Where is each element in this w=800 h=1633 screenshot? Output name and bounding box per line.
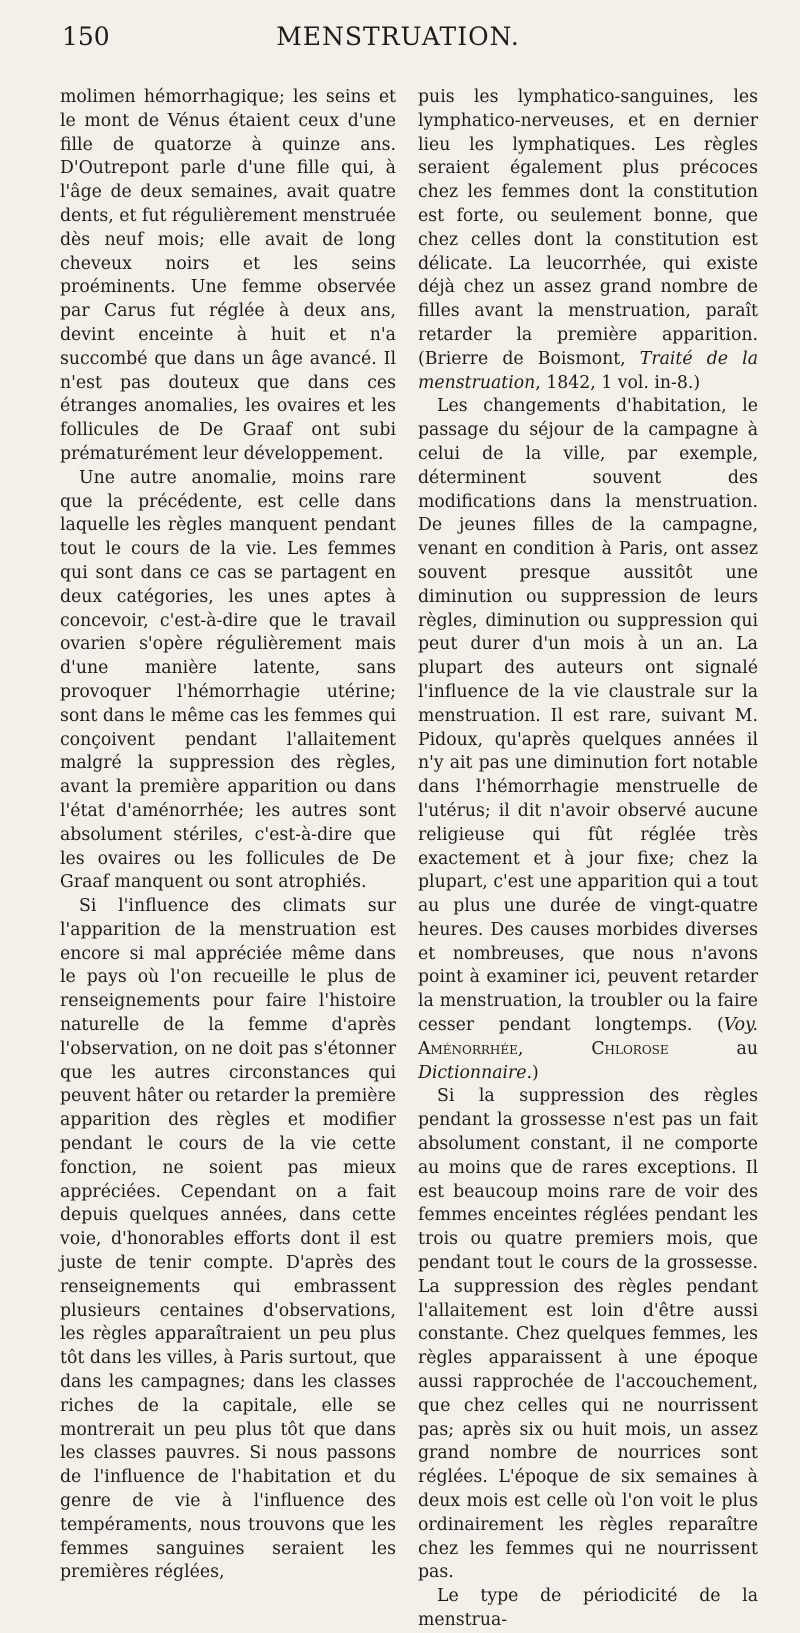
text-run: , [517, 1038, 592, 1059]
cross-reference-voy: Voy. [723, 1015, 758, 1036]
paragraph: Le type de périodicité de la menstrua- [418, 1586, 758, 1630]
cross-reference-term: Chlorose [591, 1038, 669, 1059]
text-run: , 1842, 1 vol. in-8.) [535, 372, 701, 393]
paragraph: Une autre anomalie, moins rare que la précédente, est celle dans laquelle les règles manquent pendant tout le cours de la vie. Les femmes qui sont dans ce cas se partagent en deux catégories, les unes aptes à concevoir, c'est-à-dire que le travail ovarien s'opère régulièrement mais d'une manière latente, sans provoquer l'hémorrhagie utérine; sont dans le même cas les femmes qui conçoivent pendant l'allaitement malgré la suppression des règles, avant la première apparition ou dans l'état d'aménorrhée; les autres sont absolument stériles, c'est-à-dire que les ovaires ou les follicules de De Graaf manquent ou sont atrophiés. [60, 467, 396, 893]
text-run: au [668, 1038, 758, 1059]
text-run: Les changements d'habitation, le passage du séjour de la campagne à celui de la ville, par exemple, déterminent souvent des modifications dans la menstruation. De jeunes filles de la campagne, venant en condition à Paris, ont assez souvent presque aussitôt une diminution ou suppression de leurs règles, diminution ou suppression qui peut durer d'un mois à un an. La plupart des auteurs ont signalé l'influence de la vie claustrale sur la menstruation. Il est rare, suivant M. Pidoux, qu'après quelques années il n'y ait pas une diminution fort notable dans l'hémorrhagie menstruelle de l'utérus; il dit n'avoir observé aucune religieuse qui fût réglée très exactement et à jour fixe; chez la plupart, c'est une apparition qui a tout au plus une durée de vingt-quatre heures. Des causes morbides diverses et nombreuses, que nous n'avons point à examiner ici, peuvent retarder la menstruation, la troubler ou la faire cesser pendant longtemps. ( [418, 396, 758, 1036]
running-title: MENSTRUATION. [276, 22, 520, 51]
text-run: puis les lymphatico-sanguines, les lymphatico-nerveuses, et en dernier lieu les lymphatiques. Les règles seraient également plus précoces chez les femmes dont la constitution est forte, ou seulement bonne, que chez celles dont la constitution est délicate. La leucorrhée, qui existe déjà chez un assez grand nombre de filles avant la menstruation, paraît retarder la première apparition. (Brierre de Boismont, [418, 87, 758, 369]
cross-reference-dictionary: Dictionnaire [418, 1062, 527, 1083]
paragraph: Si la suppression des règles pendant la grossesse n'est pas un fait absolument constant, il ne comporte au moins que de rares exceptions. Il est beaucoup moins rare de voir des femmes enceintes réglées pendant les trois ou quatre premiers mois, que pendant tout le cours de la grossesse. La suppression des règles pendant l'allaitement est loin d'être aussi constante. Chez quelques femmes, les règles apparaissent à une époque aussi rapprochée de l'accouchement, que chez celles qui ne nourrissent pas; après six ou huit mois, un assez grand nombre de nourrices sont réglées. L'époque de six semaines à deux mois est celle où l'on voit le plus ordinairement les règles reparaître chez les femmes qui ne nourrissent pas. [418, 1086, 758, 1583]
citation-title: Traité de la menstruation [418, 348, 758, 393]
page-header [62, 22, 734, 62]
right-column [418, 86, 758, 1633]
page-number: 150 [62, 22, 110, 51]
cross-reference-term: Aménorrhée [418, 1038, 518, 1059]
paragraph: Si l'influence des climats sur l'apparition de la menstruation est encore si mal appréciée même dans le pays où l'on recueille le plus de renseignements pour faire l'histoire naturelle de la femme d'après l'observation, on ne doit pas s'étonner que les autres circonstances qui peuvent hâter ou retarder la première apparition des règles et modifier pendant le cours de la vie cette fonction, ne soient pas mieux appréciées. Cependant on a fait depuis quelques années, dans cette voie, d'honorables efforts dont il est juste de tenir compte. D'après des renseignements qui embrassent plusieurs centaines d'observations, les règles apparaîtraient un peu plus tôt dans les villes, à Paris surtout, que dans les campagnes; dans les classes riches de la capitale, elle se montrerait un peu plus tôt que dans les classes pauvres. Si nous passons de l'influence de l'habitation et du genre de vie à l'influence des tempéraments, nous trouvons que les femmes sanguines seraient les premières réglées, [60, 896, 396, 1583]
left-column [60, 86, 396, 1585]
paragraph [418, 395, 758, 1085]
paragraph [418, 86, 758, 395]
paragraph: molimen hémorrhagique; les seins et le mont de Vénus étaient ceux d'une fille de quatorze à quinze ans. D'Outrepont parle d'une fille qui, à l'âge de deux semaines, avait quatre dents, et fut régulièrement menstruée dès neuf mois; elle avait de long cheveux noirs et les seins proéminents. Une femme observée par Carus fut réglée à deux ans, devint enceinte à huit et n'a succombé que dans un âge avancé. Il n'est pas douteux que dans ces étranges anomalies, les ovaires et les follicules de De Graaf ont subi prématurément leur développement. [60, 87, 396, 464]
text-run: .) [526, 1062, 539, 1083]
